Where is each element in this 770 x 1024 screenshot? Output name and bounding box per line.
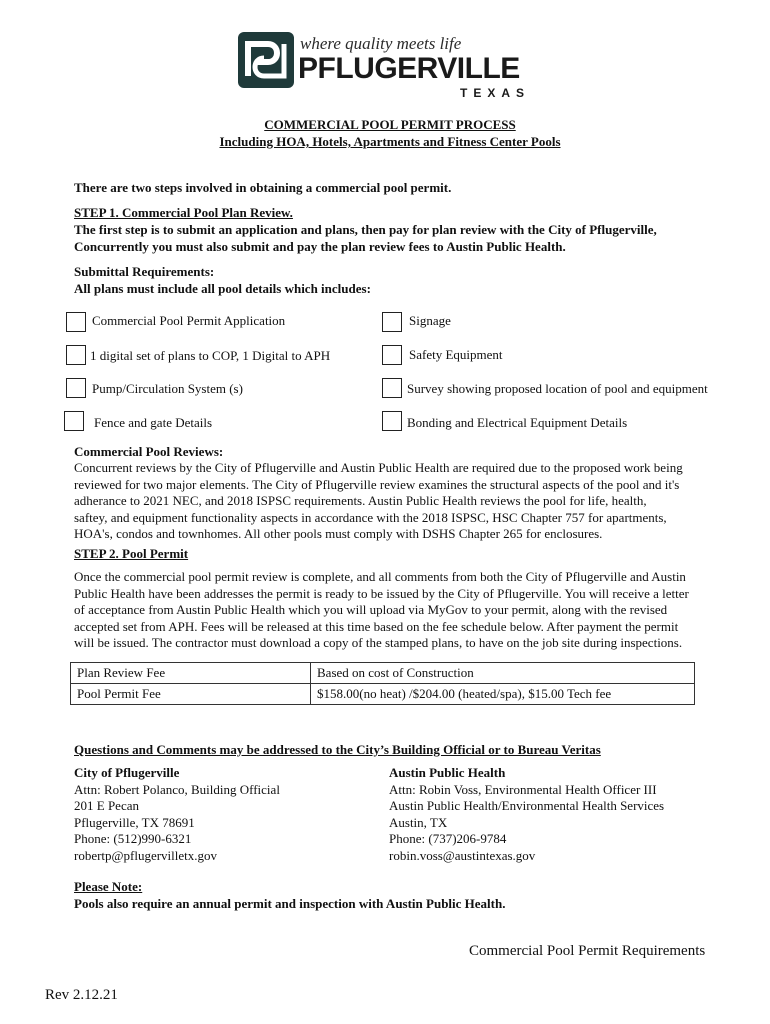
questions-heading: Questions and Comments may be addressed to the City’s Building Official or to Bureau Veritas: [74, 742, 601, 757]
contact-line: Pflugerville, TX 78691: [74, 814, 195, 830]
logo-tagline: where quality meets life: [300, 34, 462, 53]
contact-aph: [389, 765, 664, 864]
reviews-line: Concurrent reviews by the City of Pflugerville and Austin Public Health are required due to the proposed work being: [74, 460, 683, 475]
note-heading: Please Note:: [74, 879, 143, 894]
contact-email: robin.voss@austintexas.gov: [389, 847, 536, 863]
checkbox-survey[interactable]: [382, 378, 402, 398]
submittal-heading: Submittal Requirements:: [74, 264, 215, 279]
step2-paragraph: [74, 569, 734, 652]
contact-line: Phone: (512)990-6321: [74, 831, 192, 846]
logo-brand: PFLUGERVILLE: [298, 52, 520, 85]
reviews-line: saftey, and equipment functionality aspects in accordance with the 2018 ISPSC, HSC Chapter 757 for apartments,: [74, 509, 667, 525]
fee-value: $158.00(no heat) /$204.00 (heated/spa), $15.00 Tech fee: [311, 684, 695, 705]
reviews-heading: Commercial Pool Reviews:: [74, 444, 224, 459]
step2-line: will be issued. The contractor must download a copy of the stamped plans, to have on the job site during inspections.: [74, 635, 683, 650]
contact-line: Austin, TX: [389, 814, 448, 830]
checkbox-digital-plans[interactable]: [66, 345, 86, 365]
checkbox-label: Commercial Pool Permit Application: [92, 313, 286, 328]
reviews-line: reviewed for two major elements. The City of Pflugerville review examines the structural aspects of the pool and it's: [74, 476, 680, 492]
checkbox-label: Safety Equipment: [409, 347, 503, 362]
pflugerville-emblem-icon: [238, 32, 294, 88]
checkbox-fence-gate[interactable]: [64, 411, 84, 431]
checkbox-label: Signage: [409, 313, 451, 328]
checkbox-safety-equipment[interactable]: [382, 345, 402, 365]
page-subtitle: Including HOA, Hotels, Apartments and Fitness Center Pools: [219, 134, 561, 149]
contact-city-name: City of Pflugerville: [74, 765, 180, 780]
checkbox-signage[interactable]: [382, 312, 402, 332]
table-row: [71, 663, 695, 684]
checkbox-application[interactable]: [66, 312, 86, 332]
doc-footer-title: Commercial Pool Permit Requirements: [469, 943, 706, 959]
table-row: [71, 684, 695, 705]
checkbox-label: Fence and gate Details: [94, 415, 213, 430]
step1-heading: STEP 1. Commercial Pool Plan Review.: [74, 205, 293, 220]
contact-email: robertp@pflugervilletx.gov: [74, 847, 218, 863]
checkbox-label: Survey showing proposed location of pool and equipment: [407, 381, 708, 396]
step2-line: Public Health have been addresses the permit is ready to be issued by the City of Pflugerville. You will receive a letter: [74, 585, 689, 601]
contact-line: Attn: Robin Voss, Environmental Health Officer III: [389, 781, 657, 797]
contact-city: [74, 765, 280, 864]
fee-label: Pool Permit Fee: [71, 684, 311, 705]
contact-aph-name: Austin Public Health: [389, 765, 506, 780]
note-text: Pools also require an annual permit and inspection with Austin Public Health.: [74, 896, 506, 911]
reviews-paragraph: [74, 460, 734, 543]
fee-label: Plan Review Fee: [71, 663, 311, 684]
step2-line: of acceptance from Austin Public Health which you will upload via MyGov to your permit, along with the revised: [74, 602, 668, 617]
checkbox-pump-system[interactable]: [66, 378, 86, 398]
page-title: COMMERCIAL POOL PERMIT PROCESS: [264, 117, 516, 132]
revision-label: Rev 2.12.21: [45, 987, 118, 1003]
logo-state: TEXAS: [460, 86, 531, 100]
pflugerville-logo: [238, 30, 558, 102]
intro-text: There are two steps involved in obtaining a commercial pool permit.: [74, 180, 452, 195]
fee-table: [70, 662, 695, 705]
checkbox-label: Pump/Circulation System (s): [92, 381, 243, 396]
step2-heading: STEP 2. Pool Permit: [74, 546, 189, 561]
submittal-subheading: All plans must include all pool details which includes:: [74, 281, 371, 296]
step1-line-1: The first step is to submit an application and plans, then pay for plan review with the City of Pflugerville,: [74, 222, 657, 237]
reviews-line: adherance to 2021 NEC, and 2018 ISPSC requirements. Austin Public Health reviews the pool for life, health,: [74, 493, 647, 508]
checkbox-label: Bonding and Electrical Equipment Details: [407, 415, 628, 430]
contact-line: Attn: Robert Polanco, Building Official: [74, 781, 280, 797]
step2-line: accepted set from APH. Fees will be released at this time based on the fee schedule below. After payment the permit: [74, 618, 679, 634]
reviews-line: HOA's, condos and townhomes. All other pools must comply with DSHS Chapter 265 for enclosures.: [74, 526, 603, 541]
fee-value: Based on cost of Construction: [311, 663, 695, 684]
contact-line: Phone: (737)206-9784: [389, 831, 507, 846]
contact-line: Austin Public Health/Environmental Health Services: [389, 798, 665, 813]
checkbox-bonding-electrical[interactable]: [382, 411, 402, 431]
step2-line: Once the commercial pool permit review is complete, and all comments from both the City of Pflugerville and Austin: [74, 569, 686, 584]
contact-line: 201 E Pecan: [74, 798, 139, 813]
step1-line-2: Concurrently you must also submit and pay the plan review fees to Austin Public Health.: [74, 239, 566, 254]
checkbox-label: 1 digital set of plans to COP, 1 Digital to APH: [90, 348, 331, 363]
